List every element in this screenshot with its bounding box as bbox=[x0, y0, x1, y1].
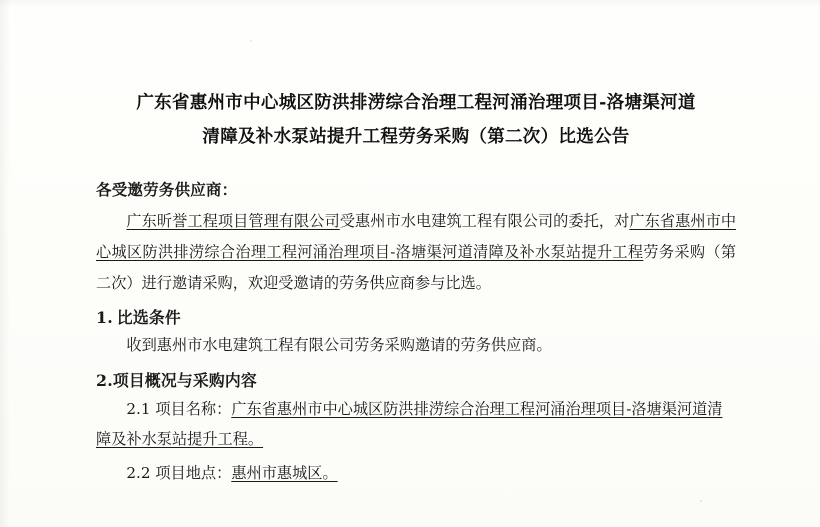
title-line-2: 清障及补水泵站提升工程劳务采购（第二次）比选公告 bbox=[202, 127, 630, 148]
section-2-number: 2. bbox=[96, 370, 113, 390]
item-2-1-label: 2.1 项目名称： bbox=[126, 399, 232, 418]
salutation: 各受邀劳务供应商： bbox=[96, 180, 238, 200]
section-1-body: 收到惠州市水电建筑工程有限公司劳务采购邀请的劳务供应商。 bbox=[126, 336, 552, 355]
section-2-title: 项目概况与采购内容 bbox=[112, 370, 257, 390]
item-2-1-value: 广东省惠州市中心城区防洪排涝综合治理工程河涌治理项目-洛塘渠河道清障及补水泵站提升工程。 bbox=[96, 399, 723, 449]
intro-text-1: 受惠州市水电建筑工程有限公司的委托，对 bbox=[339, 212, 630, 231]
document-body bbox=[96, 86, 736, 488]
intro-paragraph bbox=[96, 206, 736, 298]
page-edge-shadow-left bbox=[0, 0, 10, 527]
section-2-heading bbox=[96, 368, 736, 391]
intro-company-name: 广东昕誉工程项目管理有限公司 bbox=[126, 212, 340, 231]
intro-text-2: 劳务采购（第二次）进行邀请采购，欢迎受邀请的劳务供应商参与比选。 bbox=[96, 242, 736, 292]
section-2-item-2 bbox=[96, 458, 736, 488]
section-1-title: 比选条件 bbox=[116, 308, 181, 328]
intro-project-name: 广东省惠州市中心城区防洪排涝综合治理工程河涌治理项目-洛塘渠河道清障及补水泵站提升工程 bbox=[96, 212, 737, 261]
section-1-number: 1. bbox=[96, 308, 113, 328]
document-title bbox=[96, 86, 736, 154]
section-2-item-1 bbox=[96, 394, 736, 455]
page-edge-shadow-top bbox=[0, 0, 820, 8]
item-2-2-label: 2.2 项目地点： bbox=[126, 463, 232, 482]
title-line-1: 广东省惠州市中心城区防洪排涝综合治理工程河涌治理项目-洛塘渠河道 bbox=[136, 93, 696, 113]
scan-speck bbox=[700, 500, 702, 502]
scan-speck bbox=[250, 40, 252, 42]
section-1-heading bbox=[96, 305, 736, 328]
item-2-2-value: 惠州市惠城区。 bbox=[231, 463, 338, 482]
